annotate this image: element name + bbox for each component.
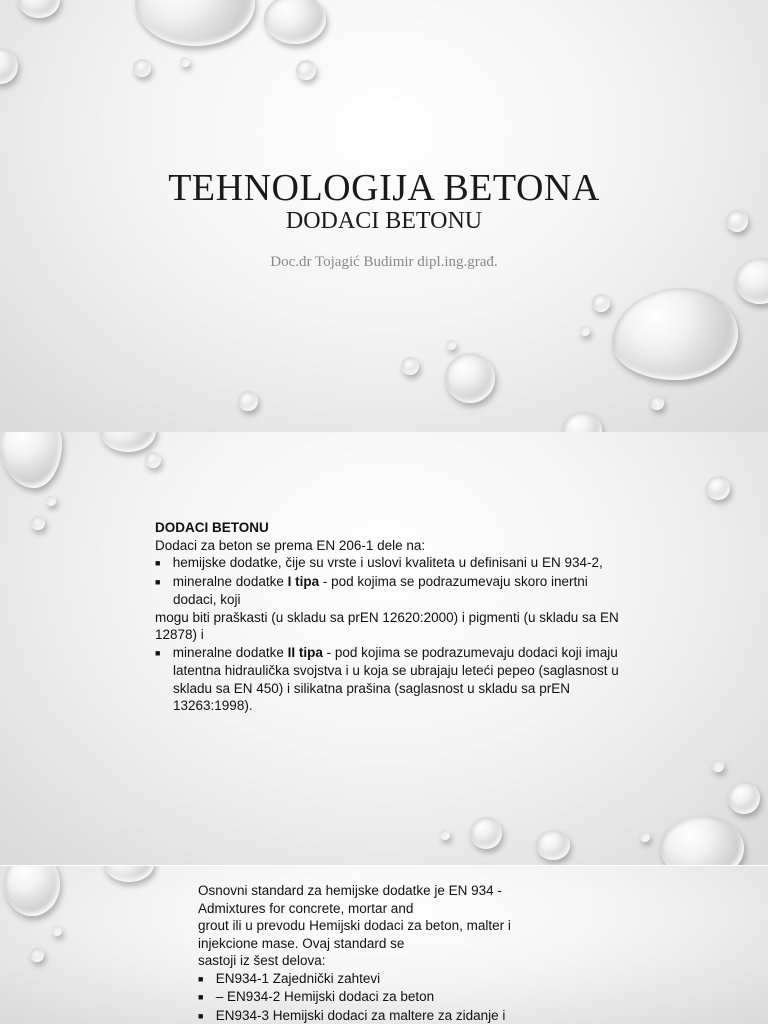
paragraph-line: Osnovni standard za hemijske dodatke je EN 934 - [198, 883, 502, 898]
water-drop [145, 452, 161, 468]
paragraph-line: sastoji iz šest delova: [198, 953, 326, 968]
list-item: ■ EN934-1 Zajednički zahtevi [198, 970, 381, 986]
paragraph-line: 12878) i [155, 627, 204, 642]
paragraph-line: injekcione mase. Ovaj standard se [198, 935, 405, 951]
water-drop [0, 432, 62, 488]
title-slide [0, 0, 768, 432]
content-slide-standard [0, 866, 768, 1024]
water-drop [180, 57, 190, 67]
water-drop [580, 326, 590, 336]
list-item: ■ mineralne dodatke I tipa - pod kojima se podrazumevaju skoro inertni [155, 573, 588, 589]
list-item: ■ hemijske dodatke, čije su vrste i uslovi kvaliteta u definisani u EN 934-2, [155, 555, 603, 570]
list-item-continuation: skladu sa EN 450) i silikatna prašina (saglasnost u skladu sa prEN [173, 680, 570, 696]
water-drop [135, 0, 255, 46]
presentation-subtitle: DODACI BETONU [285, 208, 483, 234]
water-drop [100, 432, 156, 452]
water-drop [46, 496, 56, 506]
water-drop [238, 391, 258, 411]
water-drop [660, 816, 744, 865]
list-item-continuation: latentna hidraulička svojstva i u koja se ubrajaju leteći pepeo (saglasnost u [173, 663, 619, 678]
water-drop [30, 948, 44, 962]
water-drop [0, 48, 18, 84]
water-drop [562, 412, 602, 432]
dodaci-text-block [155, 519, 665, 715]
water-drop [728, 782, 760, 814]
water-drop [4, 866, 60, 916]
list-item: ■ – EN934-2 Hemijski dodaci za beton [198, 989, 435, 1004]
intro-line: Dodaci za beton se prema EN 206-1 dele na: [155, 537, 426, 553]
water-drop [470, 817, 502, 849]
water-drop [650, 396, 664, 410]
paragraph-line: mogu biti praškasti (u skladu sa prEN 12620:2000) i pigmenti (u skladu sa EN [155, 609, 619, 625]
list-item: ■ EN934-3 Hemijski dodaci za maltere za zidanje i [198, 1007, 506, 1023]
water-drop [592, 294, 610, 312]
water-drop [18, 0, 60, 18]
paragraph-line: Admixtures for concrete, mortar and [198, 900, 414, 916]
paragraph-line: grout ili u prevodu Hemijski dodaci za beton, malter i [198, 918, 511, 933]
section-heading: DODACI BETONU [155, 520, 269, 535]
list-item-continuation: 13263:1998). [173, 698, 253, 713]
standard-text-block [198, 882, 558, 1024]
water-drop [401, 357, 419, 375]
list-item: ■ mineralne dodatke II tipa - pod kojima se podrazumevaju dodaci koji imaju [155, 644, 618, 660]
content-slide-dodaci [0, 432, 768, 865]
water-drop [296, 60, 316, 80]
water-drop [104, 866, 154, 882]
water-drop [31, 516, 45, 530]
water-drop [446, 340, 456, 350]
water-drop [52, 926, 62, 936]
water-drop [440, 830, 450, 840]
list-item-continuation: dodaci, koji [173, 592, 241, 607]
water-drop [264, 0, 326, 44]
author-line: Doc.dr Tojagić Budimir dipl.ing.građ. [270, 254, 498, 270]
water-drop [612, 288, 738, 380]
water-drop [536, 830, 570, 860]
presentation-title: TEHNOLOGIJA BETONA [168, 167, 600, 209]
water-drop [445, 353, 495, 403]
water-drop [712, 760, 724, 772]
water-drop [640, 832, 650, 842]
water-drop [133, 59, 151, 77]
water-drop [706, 476, 730, 500]
